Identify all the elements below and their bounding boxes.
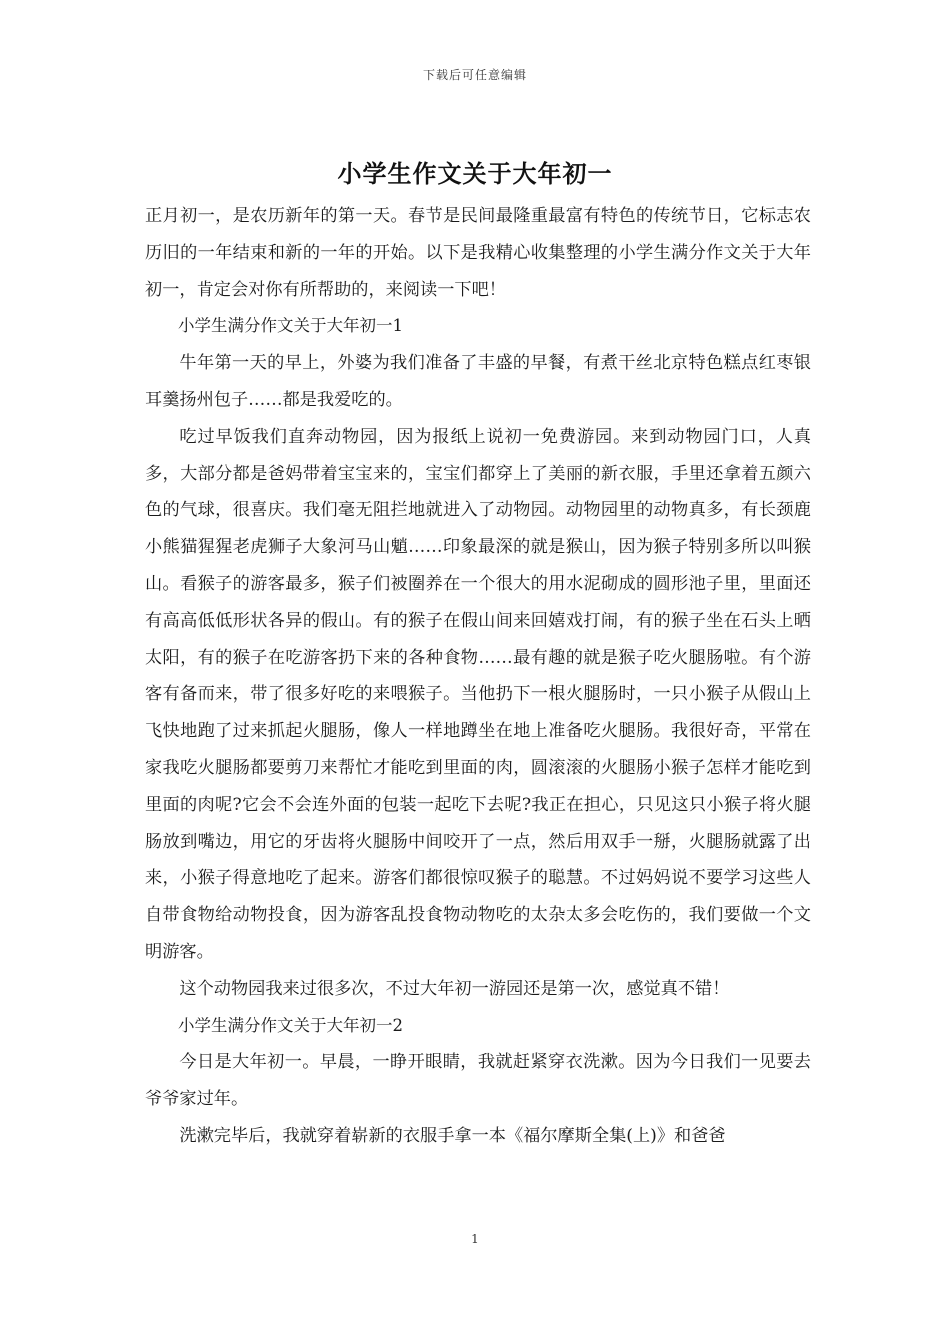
body-paragraph: 今日是大年初一。早晨，一睁开眼睛，我就赶紧穿衣洗漱。因为今日我们一见要去爷爷家过年。 <box>145 1052 811 1110</box>
section-heading-2: 小学生满分作文关于大年初一2 <box>178 1015 403 1035</box>
body-paragraph: 吃过早饭我们直奔动物园，因为报纸上说初一免费游园。来到动物园门口，人真多，大部分都是爸妈带着宝宝来的，宝宝们都穿上了美丽的新衣服，手里还拿着五颜六色的气球，很喜庆。我们毫无阻拦地就进入了动物园。动物园里的动物真多，有长颈鹿小熊猫猩猩老虎狮子大象河马山魈……印象最深的就是猴山，因为猴子特别多所以叫猴山。看猴子的游客最多，猴子们被圈养在一个很大的用水泥砌成的圆形池子里，里面还有高高低低形状各异的假山。有的猴子在假山间来回嬉戏打闹，有的猴子坐在石头上晒太阳，有的猴子在吃游客扔下来的各种食物……最有趣的就是猴子吃火腿肠啦。有个游客有备而来，带了很多好吃的来喂猴子。当他扔下一根火腿肠时，一只小猴子从假山上飞快地跑了过来抓起火腿肠，像人一样地蹲坐在地上准备吃火腿肠。我很好奇，平常在家我吃火腿肠都要剪刀来帮忙才能吃到里面的肉，圆滚滚的火腿肠小猴子怎样才能吃到里面的肉呢?它会不会连外面的包装一起吃下去呢?我正在担心，只见这只小猴子将火腿肠放到嘴边，用它的牙齿将火腿肠中间咬开了一点，然后用双手一掰，火腿肠就露了出来，小猴子得意地吃了起来。游客们都很惊叹猴子的聪慧。不过妈妈说不要学习这些人自带食物给动物投食，因为游客乱投食物动物吃的太杂太多会吃伤的，我们要做一个文明游客。 <box>145 426 811 962</box>
section-heading-1: 小学生满分作文关于大年初一1 <box>178 316 403 336</box>
body-paragraph: 洗漱完毕后，我就穿着崭新的衣服手拿一本《福尔摩斯全集(上)》和爸爸 <box>179 1125 726 1146</box>
page-number: 1 <box>471 1232 479 1246</box>
body-paragraph: 牛年第一天的早上，外婆为我们准备了丰盛的早餐，有煮干丝北京特色糕点红枣银耳羹扬州包子……都是我爱吃的。 <box>145 353 811 410</box>
header-note: 下载后可任意编辑 <box>422 68 527 82</box>
document-body <box>145 198 811 1155</box>
body-paragraph: 这个动物园我来过很多次，不过大年初一游园还是第一次，感觉真不错！ <box>179 978 730 999</box>
document-title: 小学生作文关于大年初一 <box>337 160 613 188</box>
intro-paragraph: 正月初一，是农历新年的第一天。春节是民间最隆重最富有特色的传统节日，它标志农历旧的一年结束和新的一年的开始。以下是我精心收集整理的小学生满分作文关于大年初一，肯定会对你有所帮助的，来阅读一下吧！ <box>145 206 811 300</box>
